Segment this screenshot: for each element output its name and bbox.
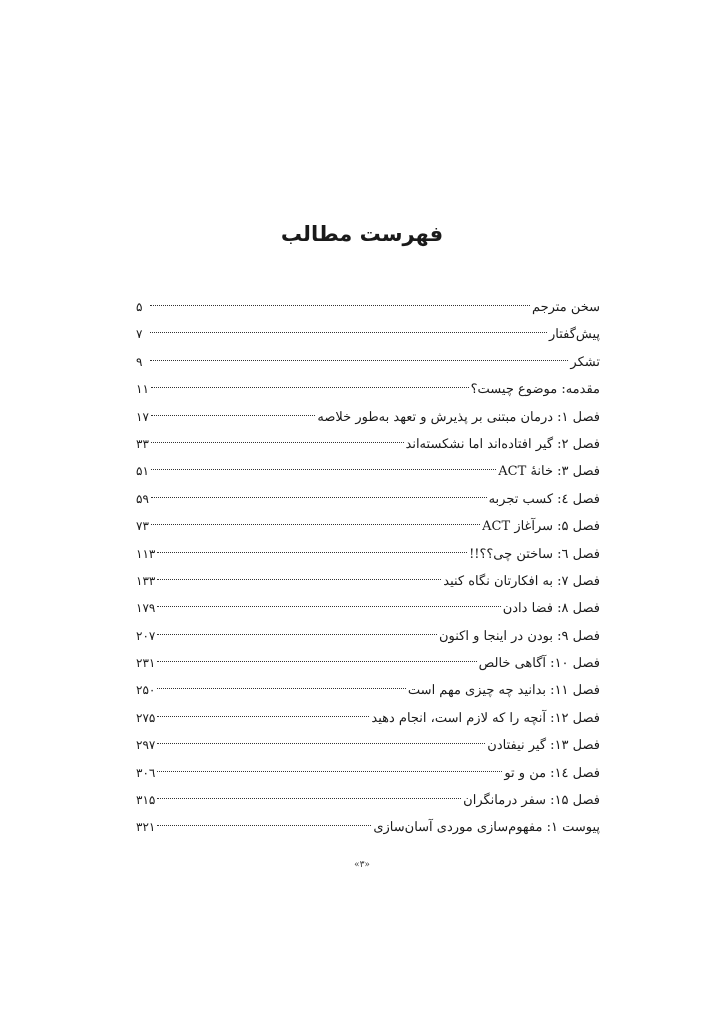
toc-entry-label: فصل ۱: درمان مبتنی بر پذیرش و تعهد به‌طور خلاصه — [317, 409, 600, 425]
toc-entry-page: ۲۷۵ — [136, 710, 156, 725]
toc-entry — [136, 376, 600, 403]
page-title: فهرست مطالب — [280, 222, 444, 246]
toc-entry — [136, 349, 600, 376]
toc-entry-label: فصل ۷: به افکارتان نگاه کنید — [443, 573, 600, 589]
footer-page-number: «۳» — [354, 860, 370, 870]
dot-leader — [151, 415, 316, 416]
toc-entry — [136, 705, 600, 732]
toc-entry-page: ۹ — [136, 354, 143, 369]
dot-leader — [157, 552, 467, 553]
dot-leader — [157, 771, 502, 772]
toc-entry-page: ۱۱ — [136, 382, 149, 397]
toc-entry — [136, 541, 600, 568]
toc-entry-label: فصل ۱۰: آگاهی خالص — [478, 656, 600, 672]
toc-entry-label: سخن مترجم — [531, 300, 600, 315]
toc-entry-label: فصل ۳: خانهٔ ACT — [498, 464, 600, 480]
toc-entry — [136, 404, 600, 431]
dot-leader — [157, 798, 461, 799]
toc-entry-page: ۳۰٦ — [136, 765, 156, 780]
toc-entry-label: فصل ١٤: من و تو — [504, 765, 600, 781]
toc-entry — [136, 650, 600, 677]
dot-leader — [157, 606, 500, 607]
toc-entry-page: ۱۷۹ — [136, 601, 156, 616]
toc-entry-label: فصل ۱۳: گیر نیفتادن — [487, 738, 600, 754]
toc-entry-page: ۷ — [136, 327, 143, 342]
toc-entry-page: ۵۱ — [136, 464, 149, 479]
toc-entry-label: فصل ۱۵: سفر درمانگران — [463, 793, 600, 809]
toc-entry-page: ۱۷ — [136, 409, 149, 424]
toc-entry — [136, 486, 600, 513]
toc-entry-page: ۲۹۷ — [136, 738, 156, 753]
dot-leader — [151, 442, 404, 443]
toc-entry — [136, 458, 600, 485]
toc-entry — [136, 431, 600, 458]
dot-leader — [151, 469, 496, 470]
toc-entry-page: ۳۳ — [136, 436, 149, 451]
toc-entry-page: ۳۲۱ — [136, 820, 156, 835]
toc-entry-page: ۷۳ — [136, 519, 149, 534]
dot-leader — [157, 688, 406, 689]
toc-entry — [136, 623, 600, 650]
dot-leader — [151, 524, 480, 525]
toc-entry-label: پیش‌گفتار — [548, 327, 600, 343]
toc-entry-label: فصل ۱۱: بدانید چه چیزی مهم است — [407, 683, 600, 699]
toc-entry — [136, 787, 600, 814]
dot-leader — [150, 360, 568, 361]
toc-entry — [136, 677, 600, 704]
toc-entry-label: فصل ٦: ساختن چی؟؟!! — [469, 546, 600, 562]
dot-leader — [151, 387, 469, 388]
dot-leader — [157, 579, 441, 580]
toc-entry-page: ۲۵۰ — [136, 683, 156, 698]
toc-entry-page: ۵۹ — [136, 491, 149, 506]
toc-entry — [136, 568, 600, 595]
toc-entry-label: فصل ۵: سرآغاز ACT — [482, 519, 600, 535]
toc-entry-label: فصل ۲: گیر افتاده‌اند اما نشکسته‌اند — [405, 436, 600, 452]
toc-entry-label: فصل ۸: فضا دادن — [502, 601, 600, 617]
dot-leader — [157, 825, 371, 826]
toc-entry-page: ۱۱۳ — [136, 546, 156, 561]
toc-entry — [136, 321, 600, 348]
toc-entry-label: پیوست ۱: مفهوم‌سازی موردی آسان‌سازی — [373, 820, 600, 836]
toc-entry — [136, 814, 600, 841]
dot-leader — [157, 743, 485, 744]
toc-entry — [136, 732, 600, 759]
toc-entry-label: مقدمه: موضوع چیست؟ — [470, 382, 600, 398]
toc-entry-label: تشکر — [570, 354, 600, 370]
dot-leader — [151, 497, 487, 498]
dot-leader — [157, 716, 369, 717]
toc-entry-page: ۵ — [136, 300, 143, 314]
toc-entry — [136, 595, 600, 622]
toc-entry — [136, 760, 600, 787]
toc-entry-page: ۱۳۳ — [136, 573, 156, 588]
dot-leader — [150, 332, 547, 333]
dot-leader — [157, 634, 437, 635]
toc-entry — [136, 294, 600, 321]
toc-entry-label: فصل ۱۲: آنچه را که لازم است، انجام دهید — [371, 710, 600, 726]
dot-leader — [157, 661, 476, 662]
toc-entry-page: ۲۳۱ — [136, 656, 156, 671]
toc-entry — [136, 513, 600, 540]
toc-entry-page: ۲۰۷ — [136, 628, 156, 643]
toc-list — [136, 294, 600, 842]
toc-entry-page: ۳۱۵ — [136, 793, 156, 808]
toc-entry-label: فصل ٤: کسب تجربه — [488, 491, 600, 507]
dot-leader — [150, 305, 530, 306]
toc-entry-label: فصل ۹: بودن در اینجا و اکنون — [438, 628, 600, 644]
